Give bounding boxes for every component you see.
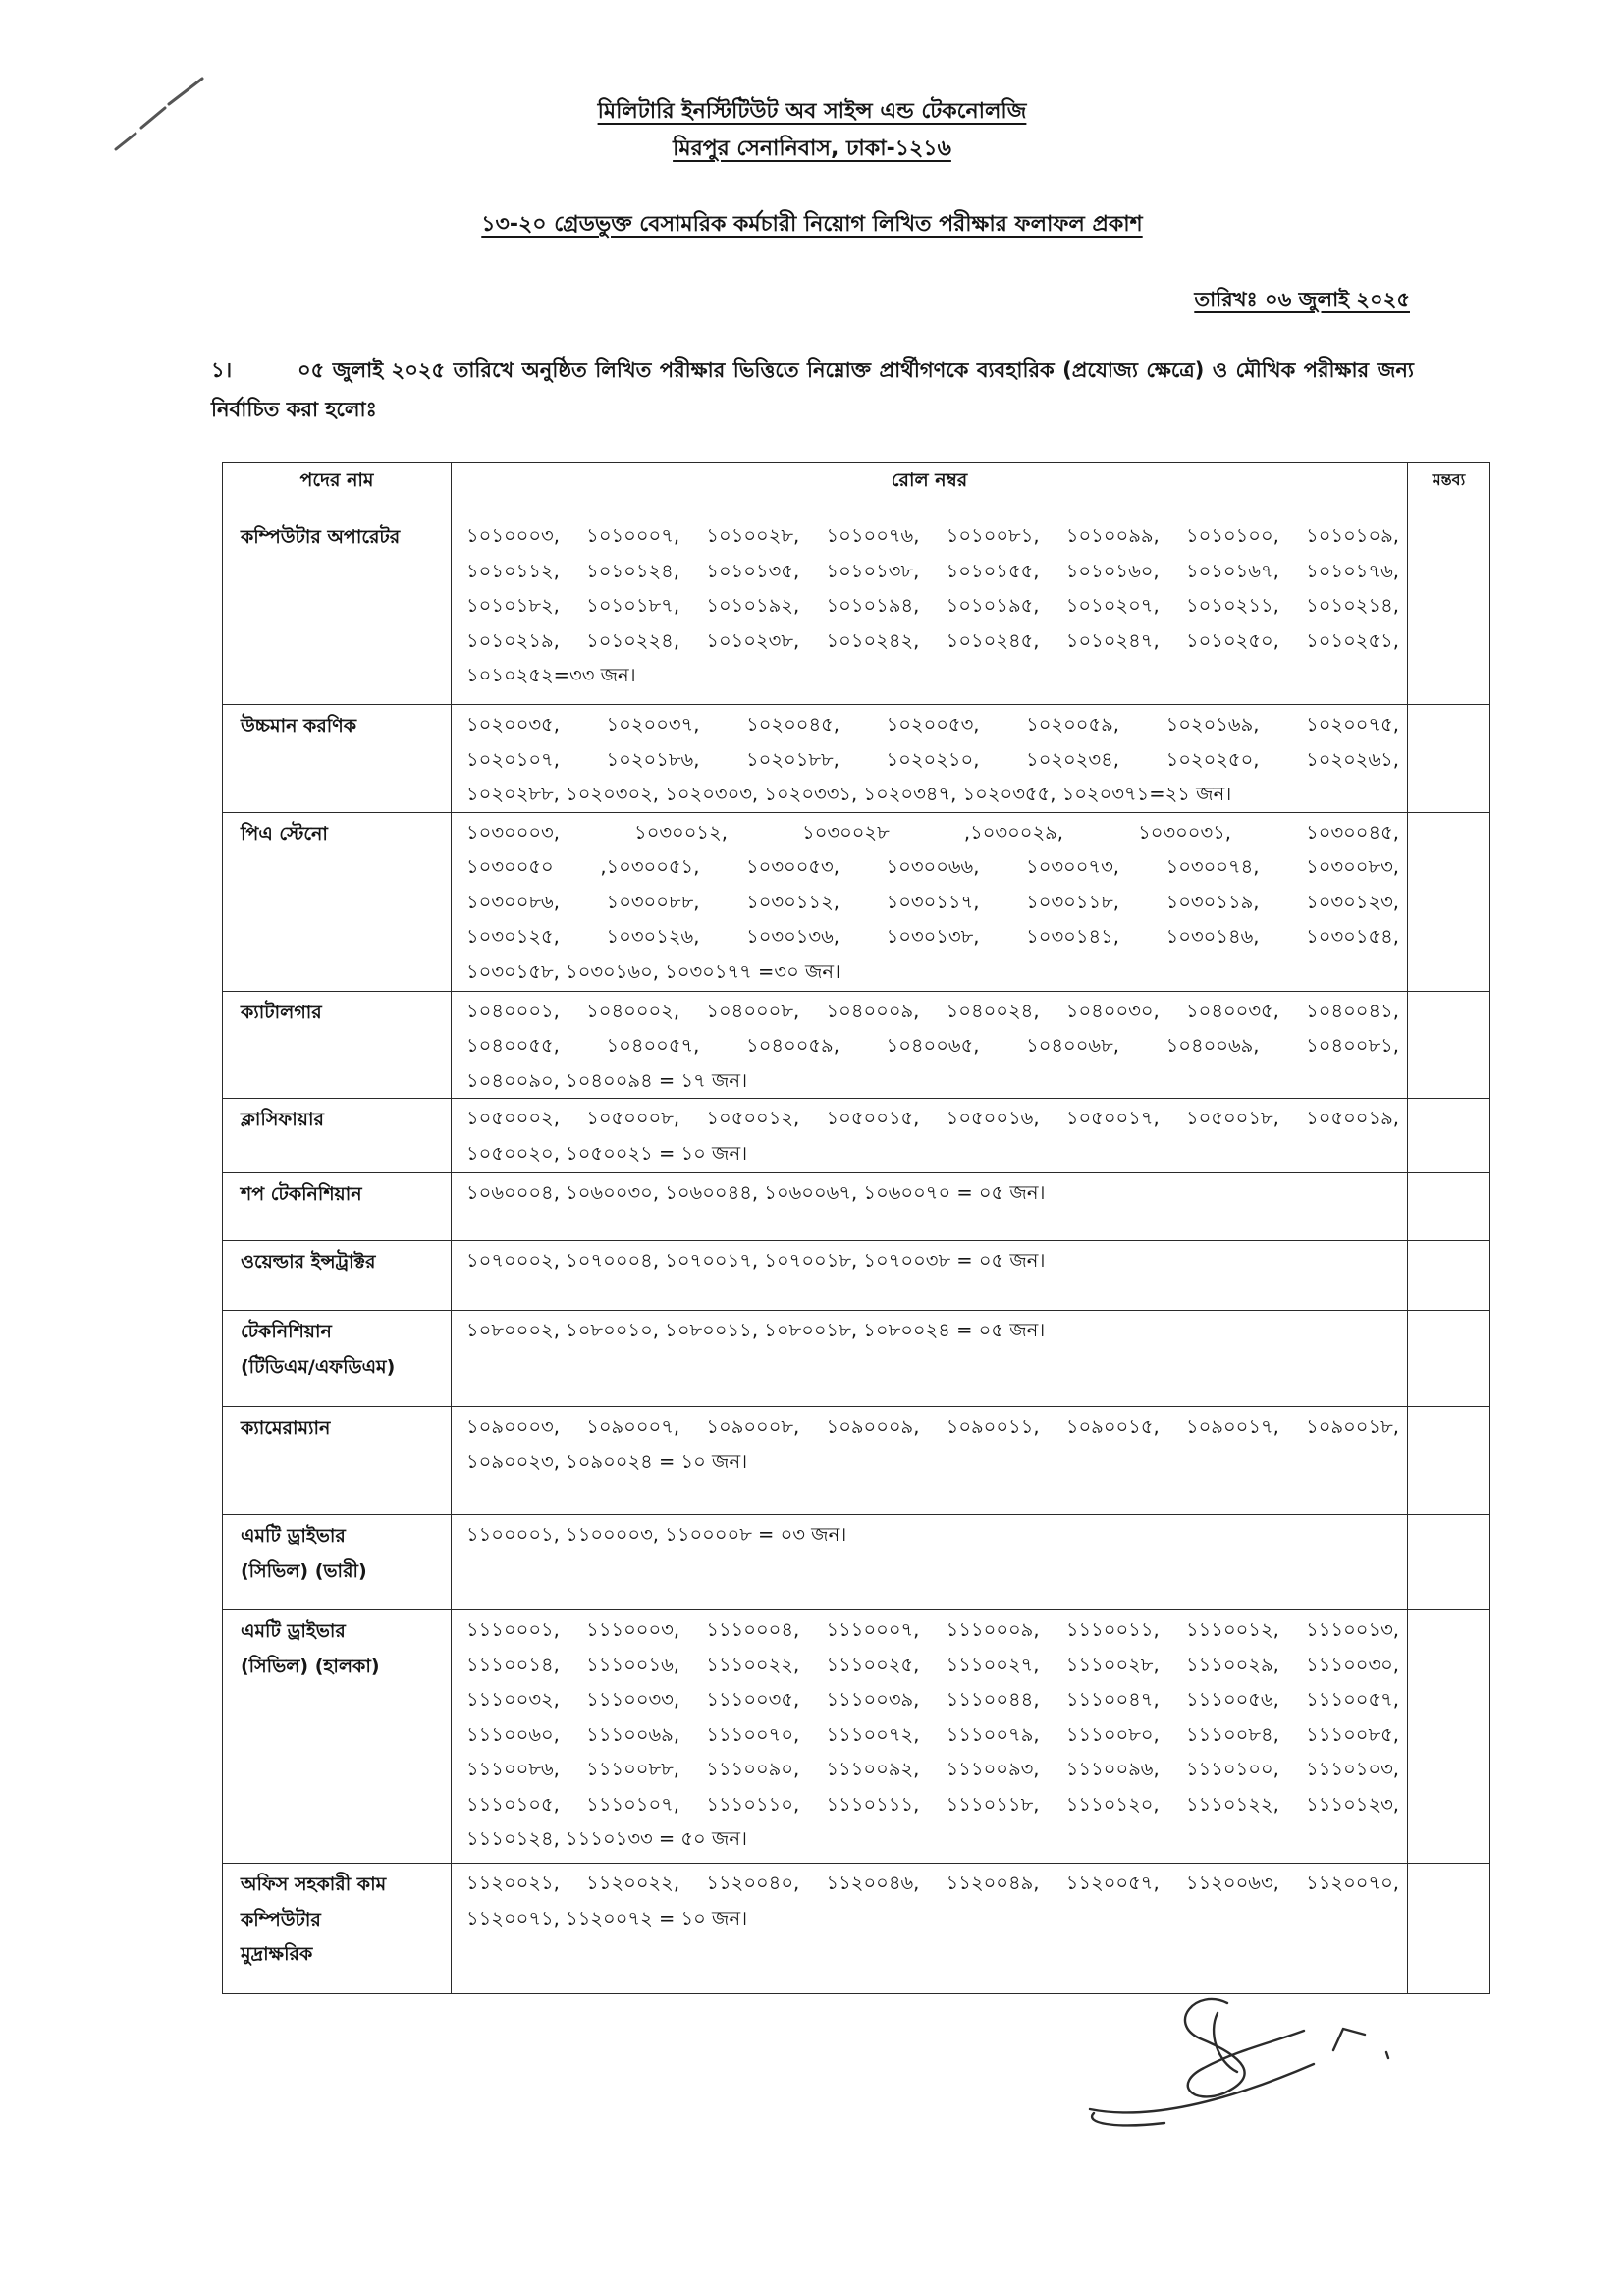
post-name-cell	[223, 1099, 452, 1173]
table-row	[223, 812, 1490, 991]
roll-numbers-line: ১০২০১০৭, ১০২০১৮৬, ১০২০১৮৮, ১০২০২১০, ১০২০২৩৪, ১০২০২৫০, ১০২০২৬১,	[466, 747, 1399, 771]
roll-numbers-cell	[452, 705, 1408, 813]
table-row	[223, 1407, 1490, 1515]
post-name-line: টেকনিশিয়ান	[241, 1321, 332, 1342]
table-row	[223, 705, 1490, 813]
paragraph-number: ১।	[211, 358, 233, 382]
post-name-line: এমটি ড্রাইভার	[241, 1525, 346, 1547]
institute-address: মিরপুর সেনানিবাস, ঢাকা-১২১৬	[673, 136, 951, 161]
roll-numbers-line: ১০৩০০৫০ ,১০৩০০৫১, ১০৩০০৫৩, ১০৩০০৬৬, ১০৩০০৭৩, ১০৩০০৭৪, ১০৩০০৮৩,	[466, 855, 1399, 878]
post-name-cell	[223, 705, 452, 813]
remarks-cell	[1408, 516, 1490, 705]
notice-subject: ১৩-২০ গ্রেডভুক্ত বেসামরিক কর্মচারী নিয়োগ লিখিত পরীক্ষার ফলাফল প্রকাশ	[481, 212, 1143, 237]
roll-numbers-line: ১১১০০৬০, ১১১০০৬৯, ১১১০০৭০, ১১১০০৭২, ১১১০০৭৯, ১১১০০৮০, ১১১০০৮৪, ১১১০০৮৫,	[466, 1722, 1399, 1746]
post-name-line: কম্পিউটার	[241, 1908, 321, 1930]
post-name-line: কম্পিউটার অপারেটর	[241, 526, 401, 548]
post-name-line: শপ টেকনিশিয়ান	[241, 1183, 362, 1205]
roll-numbers-line: ১০২০২৮৮, ১০২০৩০২, ১০২০৩০৩, ১০২০৩৩১, ১০২০৩৪৭, ১০২০৩৫৫, ১০২০৩৭১=২১ জন।	[466, 783, 1232, 805]
post-name-line: (টিডিএম/এফডিএম)	[241, 1355, 396, 1378]
column-header-roll: রোল নম্বর	[452, 463, 1408, 516]
table-header-row	[223, 463, 1490, 516]
roll-numbers-cell	[452, 1099, 1408, 1173]
roll-numbers-line: ১০৫০০২০, ১০৫০০২১ = ১০ জন।	[466, 1141, 748, 1165]
roll-numbers-line: ১০৯০০২৩, ১০৯০০২৪ = ১০ জন।	[466, 1449, 748, 1473]
remarks-cell	[1408, 705, 1490, 813]
roll-numbers-line: ১০৪০০৫৫, ১০৪০০৫৭, ১০৪০০৫৯, ১০৪০০৬৫, ১০৪০০৬৮, ১০৪০০৬৯, ১০৪০০৮১,	[466, 1034, 1399, 1057]
roll-numbers-line: ১১০০০০১, ১১০০০০৩, ১১০০০০৮ = ০৩ জন।	[466, 1523, 847, 1546]
roll-numbers-cell	[452, 516, 1408, 705]
post-name-line: ক্যাটালগার	[241, 1001, 322, 1023]
roll-numbers-line: ১০৬০০০৪, ১০৬০০৩০, ১০৬০০৪৪, ১০৬০০৬৭, ১০৬০০৭০ = ০৫ জন।	[466, 1181, 1046, 1204]
roll-numbers-line: ১১১০১২৪, ১১১০১৩৩ = ৫০ জন।	[466, 1827, 747, 1850]
post-name-cell	[223, 812, 452, 991]
result-table	[222, 462, 1490, 1994]
column-header-remarks: মন্তব্য	[1408, 463, 1490, 516]
post-name-cell	[223, 1173, 452, 1241]
column-header-post: পদের নাম	[223, 463, 452, 516]
remarks-cell	[1408, 812, 1490, 991]
post-name-cell	[223, 516, 452, 705]
roll-numbers-line: ১০৫০০০২, ১০৫০০০৮, ১০৫০০১২, ১০৫০০১৫, ১০৫০০১৬, ১০৫০০১৭, ১০৫০০১৮, ১০৫০০১৯,	[466, 1107, 1399, 1129]
post-name-line: ওয়েল্ডার ইন্সট্রাক্টর	[241, 1251, 376, 1273]
post-name-line: (সিভিল) (ভারী)	[241, 1559, 367, 1582]
post-name-line: ক্যামেরাম্যান	[241, 1417, 331, 1439]
roll-numbers-line: ১১২০০৭১, ১১২০০৭২ = ১০ জন।	[466, 1906, 748, 1929]
post-name-cell	[223, 1864, 452, 1994]
post-name-line: অফিস সহকারী কাম	[241, 1874, 387, 1895]
roll-numbers-line: ১০৭০০০২, ১০৭০০০৪, ১০৭০০১৭, ১০৭০০১৮, ১০৭০০৩৮ = ০৫ জন।	[466, 1249, 1046, 1272]
roll-numbers-line: ১০১০০০৩, ১০১০০০৭, ১০১০০২৮, ১০১০০৭৬, ১০১০০৮১, ১০১০০৯৯, ১০১০১০০, ১০১০১০৯,	[466, 524, 1399, 547]
roll-numbers-line: ১০৮০০০২, ১০৮০০১০, ১০৮০০১১, ১০৮০০১৮, ১০৮০০২৪ = ০৫ জন।	[466, 1319, 1046, 1341]
roll-numbers-line: ১০১০২৫২=৩৩ জন।	[466, 664, 636, 686]
remarks-cell	[1408, 1407, 1490, 1515]
roll-numbers-cell	[452, 812, 1408, 991]
signature-image	[1070, 1974, 1443, 2141]
table-row	[223, 1099, 1490, 1173]
roll-numbers-line: ১১১০০০১, ১১১০০০৩, ১১১০০০৪, ১১১০০০৭, ১১১০০০৯, ১১১০০১১, ১১১০০১২, ১১১০০১৩,	[466, 1618, 1399, 1641]
post-name-line: এমটি ড্রাইভার	[241, 1620, 346, 1642]
table-row	[223, 1241, 1490, 1311]
post-name-line: ক্লাসিফায়ার	[241, 1109, 324, 1130]
post-name-cell	[223, 1515, 452, 1610]
roll-numbers-line: ১০৪০০৯০, ১০৪০০৯৪ = ১৭ জন।	[466, 1068, 748, 1092]
roll-numbers-line: ১০৩০০৮৬, ১০৩০০৮৮, ১০৩০১১২, ১০৩০১১৭, ১০৩০১১৮, ১০৩০১১৯, ১০৩০১২৩,	[466, 890, 1399, 913]
post-name-line: (সিভিল) (হালকা)	[241, 1655, 380, 1677]
roll-numbers-line: ১০৪০০০১, ১০৪০০০২, ১০৪০০০৮, ১০৪০০০৯, ১০৪০০২৪, ১০৪০০৩০, ১০৪০০৩৫, ১০৪০০৪১,	[466, 999, 1399, 1022]
remarks-cell	[1408, 1311, 1490, 1407]
remarks-cell	[1408, 1515, 1490, 1610]
notice-date: তারিখঃ ০৬ জুলাই ২০২৫	[1194, 288, 1410, 311]
post-name-line: পিএ স্টেনো	[241, 822, 328, 844]
remarks-cell	[1408, 1173, 1490, 1241]
roll-numbers-line: ১১২০০২১, ১১২০০২২, ১১২০০৪০, ১১২০০৪৬, ১১২০০৪৯, ১১২০০৫৭, ১১২০০৬৩, ১১২০০৭০,	[466, 1872, 1399, 1894]
roll-numbers-line: ১০২০০৩৫, ১০২০০৩৭, ১০২০০৪৫, ১০২০০৫৩, ১০২০০৫৯, ১০২০১৬৯, ১০২০০৭৫,	[466, 713, 1399, 735]
post-name-line: মুদ্রাক্ষরিক	[241, 1943, 313, 1965]
table-body	[223, 516, 1490, 1994]
roll-numbers-cell	[452, 1515, 1408, 1610]
remarks-cell	[1408, 1099, 1490, 1173]
remarks-cell	[1408, 991, 1490, 1099]
table-row	[223, 991, 1490, 1099]
post-name-cell	[223, 991, 452, 1099]
remarks-cell	[1408, 1610, 1490, 1864]
paragraph-text: ০৫ জুলাই ২০২৫ তারিখে অনুষ্ঠিত লিখিত পরীক্ষার ভিত্তিতে নিম্নোক্ত প্রার্থীগণকে ব্যবহারিক (প্রযোজ্য ক্ষেত্রে) ও মৌখিক পরীক্ষার জন্য নির্বাচিত করা হলোঃ	[211, 358, 1414, 421]
institute-name: মিলিটারি ইনস্টিটিউট অব সাইন্স এন্ড টেকনোলজি	[597, 99, 1027, 124]
roll-numbers-line: ১০১০১১২, ১০১০১২৪, ১০১০১৩৫, ১০১০১৩৮, ১০১০১৫৫, ১০১০১৬০, ১০১০১৬৭, ১০১০১৭৬,	[466, 559, 1399, 582]
remarks-cell	[1408, 1241, 1490, 1311]
roll-numbers-line: ১০৩০১২৫, ১০৩০১২৬, ১০৩০১৩৬, ১০৩০১৩৮, ১০৩০১৪১, ১০৩০১৪৬, ১০৩০১৫৪,	[466, 925, 1399, 948]
roll-numbers-line: ১০১০১৮২, ১০১০১৮৭, ১০১০১৯২, ১০১০১৯৪, ১০১০১৯৫, ১০১০২০৭, ১০১০২১১, ১০১০২১৪,	[466, 594, 1399, 617]
roll-numbers-line: ১১১০০৮৬, ১১১০০৮৮, ১১১০০৯০, ১১১০০৯২, ১১১০০৯৩, ১১১০০৯৬, ১১১০১০০, ১১১০১০৩,	[466, 1758, 1399, 1780]
post-name-cell	[223, 1407, 452, 1515]
roll-numbers-cell	[452, 1610, 1408, 1864]
roll-numbers-cell	[452, 1407, 1408, 1515]
roll-numbers-cell	[452, 1311, 1408, 1407]
table-row	[223, 1610, 1490, 1864]
roll-numbers-cell	[452, 991, 1408, 1099]
post-name-cell	[223, 1610, 452, 1864]
notice-paragraph	[211, 351, 1414, 429]
table-row	[223, 516, 1490, 705]
post-name-line: উচ্চমান করণিক	[241, 715, 357, 736]
roll-numbers-line: ১১১০০৩২, ১১১০০৩৩, ১১১০০৩৫, ১১১০০৩৯, ১১১০০৪৪, ১১১০০৪৭, ১১১০০৫৬, ১১১০০৫৭,	[466, 1688, 1399, 1711]
roll-numbers-line: ১১১০১০৫, ১১১০১০৭, ১১১০১১০, ১১১০১১১, ১১১০১১৮, ১১১০১২০, ১১১০১২২, ১১১০১২৩,	[466, 1792, 1399, 1816]
roll-numbers-cell	[452, 1241, 1408, 1311]
roll-numbers-line: ১০১০২১৯, ১০১০২২৪, ১০১০২৩৮, ১০১০২৪২, ১০১০২৪৫, ১০১০২৪৭, ১০১০২৫০, ১০১০২৫১,	[466, 628, 1399, 652]
post-name-cell	[223, 1311, 452, 1407]
post-name-cell	[223, 1241, 452, 1311]
roll-numbers-cell	[452, 1173, 1408, 1241]
roll-numbers-line: ১০৩০০০৩, ১০৩০০১২, ১০৩০০২৮ ,১০৩০০২৯, ১০৩০০৩১, ১০৩০০৪৫,	[466, 820, 1399, 843]
roll-numbers-line: ১১১০০১৪, ১১১০০১৬, ১১১০০২২, ১১১০০২৫, ১১১০০২৭, ১১১০০২৮, ১১১০০২৯, ১১১০০৩০,	[466, 1653, 1399, 1676]
table-row	[223, 1515, 1490, 1610]
roll-numbers-line: ১০৩০১৫৮, ১০৩০১৬০, ১০৩০১৭৭ =৩০ জন।	[466, 959, 840, 983]
table-row	[223, 1311, 1490, 1407]
table-row	[223, 1173, 1490, 1241]
roll-numbers-line: ১০৯০০০৩, ১০৯০০০৭, ১০৯০০০৮, ১০৯০০০৯, ১০৯০০১১, ১০৯০০১৫, ১০৯০০১৭, ১০৯০০১৮,	[466, 1415, 1399, 1438]
